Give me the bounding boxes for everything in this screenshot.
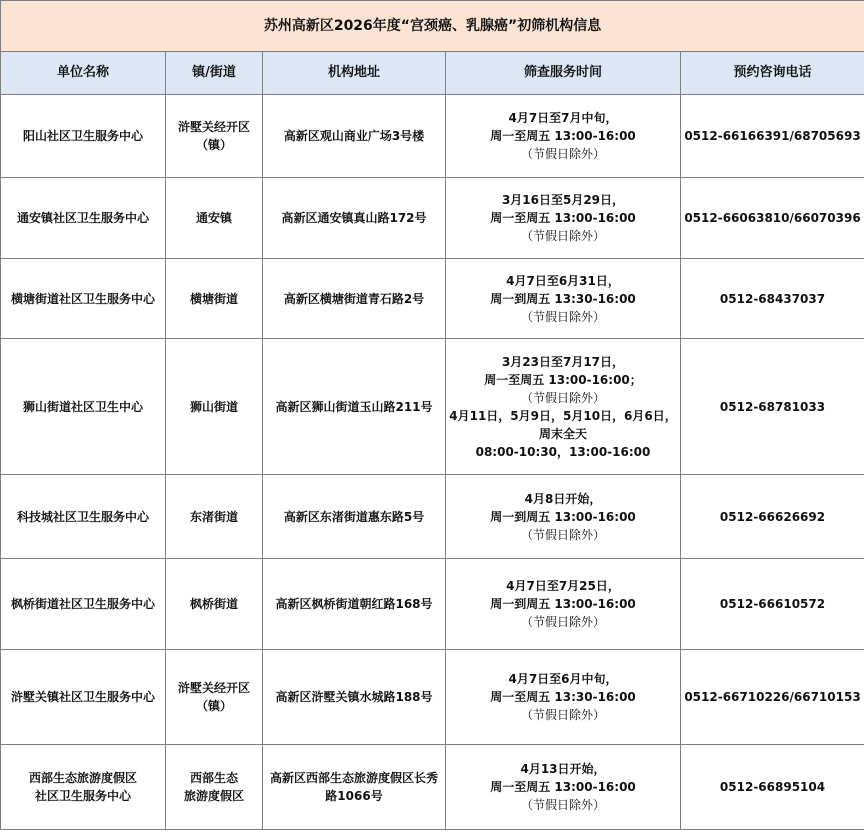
phone-cell-line: 0512-66166391/68705693 [684, 129, 861, 143]
service-time-cell-line: 周一至周五 13:00-16:00； [484, 372, 642, 387]
address-cell-line: 高新区通安镇真山路172号 [281, 211, 427, 225]
town-cell-line: 狮山街道 [189, 399, 238, 414]
phone-cell [681, 339, 864, 475]
institution-name-cell [1, 650, 166, 745]
address-cell [263, 178, 446, 259]
service-time-extra-line: 08:00-10:30，13:00-16:00 [475, 444, 651, 459]
holiday-note: （节假日除外） [520, 708, 605, 722]
service-time-cell [446, 178, 681, 259]
address-cell [263, 559, 446, 650]
address-cell-line: 高新区西部生态旅游度假区长秀 [269, 771, 438, 785]
town-cell-line: 浒墅关经开区 [177, 120, 250, 134]
address-cell-line: 高新区横塘街道青石路2号 [283, 291, 425, 306]
address-cell-line: 高新区枫桥街道朝红路168号 [275, 597, 433, 611]
service-time-cell-line: 4月7日至7月25日， [506, 579, 620, 593]
institution-name-cell-line: 通安镇社区卫生服务中心 [16, 211, 149, 225]
institution-name-cell [1, 475, 166, 559]
town-cell [166, 259, 263, 339]
phone-cell [681, 95, 864, 178]
service-time-cell-line: 4月7日至7月中旬， [508, 111, 618, 125]
service-time-cell-line: 周一至周五 13:00-16:00 [490, 129, 636, 143]
address-cell-line: 高新区东渚街道惠东路5号 [283, 509, 425, 524]
service-time-cell [446, 95, 681, 178]
town-cell [166, 559, 263, 650]
service-time-cell [446, 650, 681, 745]
service-time-cell-line: 周一至周五 13:00-16:00 [490, 211, 636, 225]
address-cell-line: 高新区观山商业广场3号楼 [283, 129, 425, 143]
table-row [1, 259, 864, 339]
address-cell [263, 475, 446, 559]
address-cell [263, 95, 446, 178]
phone-cell [681, 559, 864, 650]
address-cell-line: 路1066号 [325, 789, 383, 803]
service-time-cell-line: 周一至周五 13:00-16:00 [490, 780, 636, 794]
institution-name-cell-line: 阳山社区卫生服务中心 [22, 129, 143, 143]
holiday-note: （节假日除外） [520, 798, 605, 812]
column-header-phone: 预约咨询电话 [681, 52, 864, 95]
address-cell [263, 339, 446, 475]
institution-name-cell-line: 社区卫生服务中心 [34, 789, 131, 803]
address-cell [263, 745, 446, 830]
holiday-note: （节假日除外） [520, 527, 605, 542]
town-cell-line: （镇） [195, 699, 232, 713]
phone-cell-line: 0512-66626692 [719, 509, 826, 524]
service-time-cell-line: 周一到周五 13:30-16:00 [490, 291, 636, 306]
institution-name-cell-line: 狮山街道社区卫生中心 [22, 399, 143, 414]
phone-cell-line: 0512-66895104 [719, 780, 826, 794]
service-time-cell [446, 259, 681, 339]
town-cell-line: 西部生态 [189, 771, 238, 785]
table-row [1, 745, 864, 830]
column-header-service-time: 筛查服务时间 [446, 52, 681, 95]
phone-cell [681, 650, 864, 745]
phone-cell-line: 0512-66063810/66070396 [684, 211, 861, 225]
town-cell-line: 通安镇 [195, 211, 232, 225]
phone-cell-line: 0512-66710226/66710153 [684, 690, 861, 704]
phone-cell [681, 178, 864, 259]
town-cell-line: 旅游度假区 [183, 789, 244, 803]
service-time-extra-line: 4月11日，5月9日，5月10日，6月6日， [449, 408, 677, 423]
institution-name-cell-line: 枫桥街道社区卫生服务中心 [10, 597, 155, 611]
town-cell-line: 东渚街道 [189, 509, 238, 524]
address-cell [263, 259, 446, 339]
service-time-cell-line: 周一到周五 13:00-16:00 [490, 509, 636, 524]
service-time-cell [446, 475, 681, 559]
phone-cell [681, 259, 864, 339]
holiday-note: （节假日除外） [520, 229, 605, 243]
phone-cell [681, 475, 864, 559]
table-row [1, 95, 864, 178]
address-cell-line: 高新区浒墅关镇水城路188号 [275, 690, 433, 704]
service-time-cell [446, 745, 681, 830]
institution-name-cell [1, 259, 166, 339]
town-cell [166, 475, 263, 559]
holiday-note: （节假日除外） [520, 309, 605, 324]
town-cell [166, 178, 263, 259]
institution-name-cell [1, 178, 166, 259]
phone-cell-line: 0512-66610572 [719, 597, 826, 611]
town-cell-line: （镇） [195, 138, 232, 152]
service-time-cell [446, 339, 681, 475]
town-cell [166, 339, 263, 475]
table-row [1, 475, 864, 559]
institution-name-cell [1, 745, 166, 830]
institution-name-cell [1, 339, 166, 475]
table-row [1, 339, 864, 475]
town-cell-line: 浒墅关经开区 [177, 681, 250, 695]
table-row [1, 650, 864, 745]
table-title: 苏州高新区2026年度“宫颈癌、乳腺癌”初筛机构信息 [1, 1, 864, 52]
phone-cell [681, 745, 864, 830]
phone-cell-line: 0512-68437037 [719, 291, 826, 306]
service-time-cell-line: 4月13日开始， [520, 762, 606, 776]
table-row [1, 178, 864, 259]
column-header-name: 单位名称 [1, 52, 166, 95]
holiday-note: （节假日除外） [520, 615, 605, 629]
town-cell [166, 650, 263, 745]
holiday-note: （节假日除外） [520, 147, 605, 161]
holiday-note: （节假日除外） [520, 390, 605, 405]
institution-name-cell [1, 559, 166, 650]
address-cell-line: 高新区狮山街道玉山路211号 [275, 399, 433, 414]
service-time-cell-line: 周一到周五 13:00-16:00 [490, 597, 636, 611]
address-cell [263, 650, 446, 745]
institution-name-cell-line: 横塘街道社区卫生服务中心 [10, 291, 155, 306]
service-time-extra-line: 周末全天 [538, 426, 587, 441]
phone-cell-line: 0512-68781033 [719, 399, 826, 414]
service-time-cell-line: 4月7日至6月中旬， [508, 672, 618, 686]
town-cell-line: 枫桥街道 [189, 597, 238, 611]
table-row [1, 559, 864, 650]
town-cell [166, 95, 263, 178]
institution-name-cell-line: 科技城社区卫生服务中心 [16, 509, 149, 524]
institution-name-cell-line: 西部生态旅游度假区 [28, 771, 137, 785]
column-header-town: 镇/街道 [166, 52, 263, 95]
service-time-cell-line: 3月16日至5月29日， [501, 193, 625, 207]
service-time-cell-line: 4月7日至6月31日， [506, 273, 620, 288]
town-cell [166, 745, 263, 830]
service-time-cell-line: 4月8日开始， [524, 491, 602, 506]
institution-name-cell-line: 浒墅关镇社区卫生服务中心 [10, 690, 155, 704]
service-time-cell-line: 周一至周五 13:30-16:00 [490, 690, 636, 704]
column-header-address: 机构地址 [263, 52, 446, 95]
service-time-cell [446, 559, 681, 650]
service-time-cell-line: 3月23日至7月17日， [501, 354, 625, 369]
institution-name-cell [1, 95, 166, 178]
town-cell-line: 横塘街道 [189, 291, 238, 306]
